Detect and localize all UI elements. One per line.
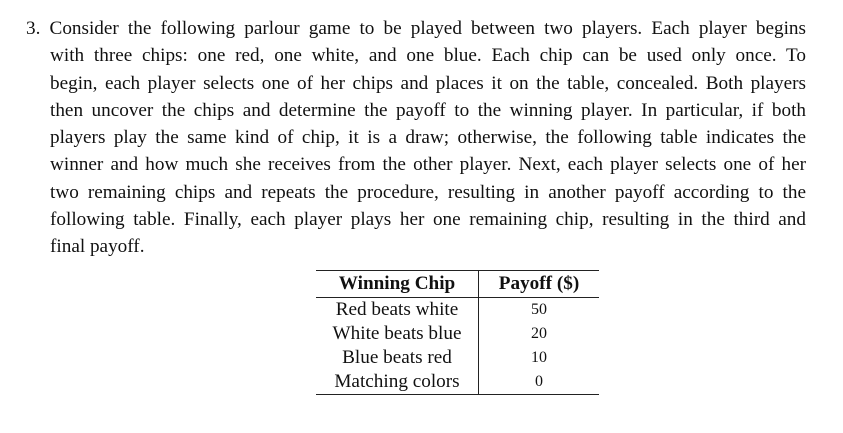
payoff-cell: 50 bbox=[531, 301, 547, 318]
winning-chip-cell: White beats blue bbox=[316, 322, 479, 346]
payoff-cell: 20 bbox=[531, 325, 547, 342]
table-row bbox=[316, 346, 599, 370]
table-row bbox=[316, 370, 599, 395]
problem-line: players play the same kind of chip, it is a draw; otherwise, the following table indicates the bbox=[50, 127, 806, 149]
problem-line: then uncover the chips and determine the payoff to the winning player. In particular, if both bbox=[50, 99, 806, 121]
problem-line: with three chips: one red, one white, and one blue. Each chip can be used only once. To bbox=[50, 45, 806, 67]
payoff-table bbox=[316, 270, 599, 395]
table-header-row bbox=[316, 271, 599, 298]
table-row bbox=[316, 298, 599, 323]
problem-line: begin, each player selects one of her chips and places it on the table, concealed. Both players bbox=[50, 72, 806, 94]
problem-line: following table. Finally, each player plays her one remaining chip, resulting in the third and bbox=[50, 209, 806, 231]
winning-chip-cell: Matching colors bbox=[316, 370, 479, 395]
payoff-cell: 0 bbox=[479, 370, 600, 395]
problem-statement bbox=[26, 15, 806, 261]
problem-line: winner and how much she receives from the other player. Next, each player selects one of her bbox=[50, 154, 806, 176]
problem-line: two remaining chips and repeats the procedure, resulting in another payoff according to the bbox=[50, 181, 806, 203]
header-payoff: Payoff ($) bbox=[479, 271, 600, 298]
header-winning-chip: Winning Chip bbox=[316, 271, 479, 298]
payoff-cell: 10 bbox=[531, 349, 547, 366]
table-row bbox=[316, 322, 599, 346]
problem-line: 3. Consider the following parlour game to be played between two players. Each player begins bbox=[26, 18, 806, 39]
winning-chip-cell: Red beats white bbox=[316, 298, 479, 323]
winning-chip-cell: Blue beats red bbox=[316, 346, 479, 370]
problem-line: final payoff. bbox=[50, 236, 145, 258]
